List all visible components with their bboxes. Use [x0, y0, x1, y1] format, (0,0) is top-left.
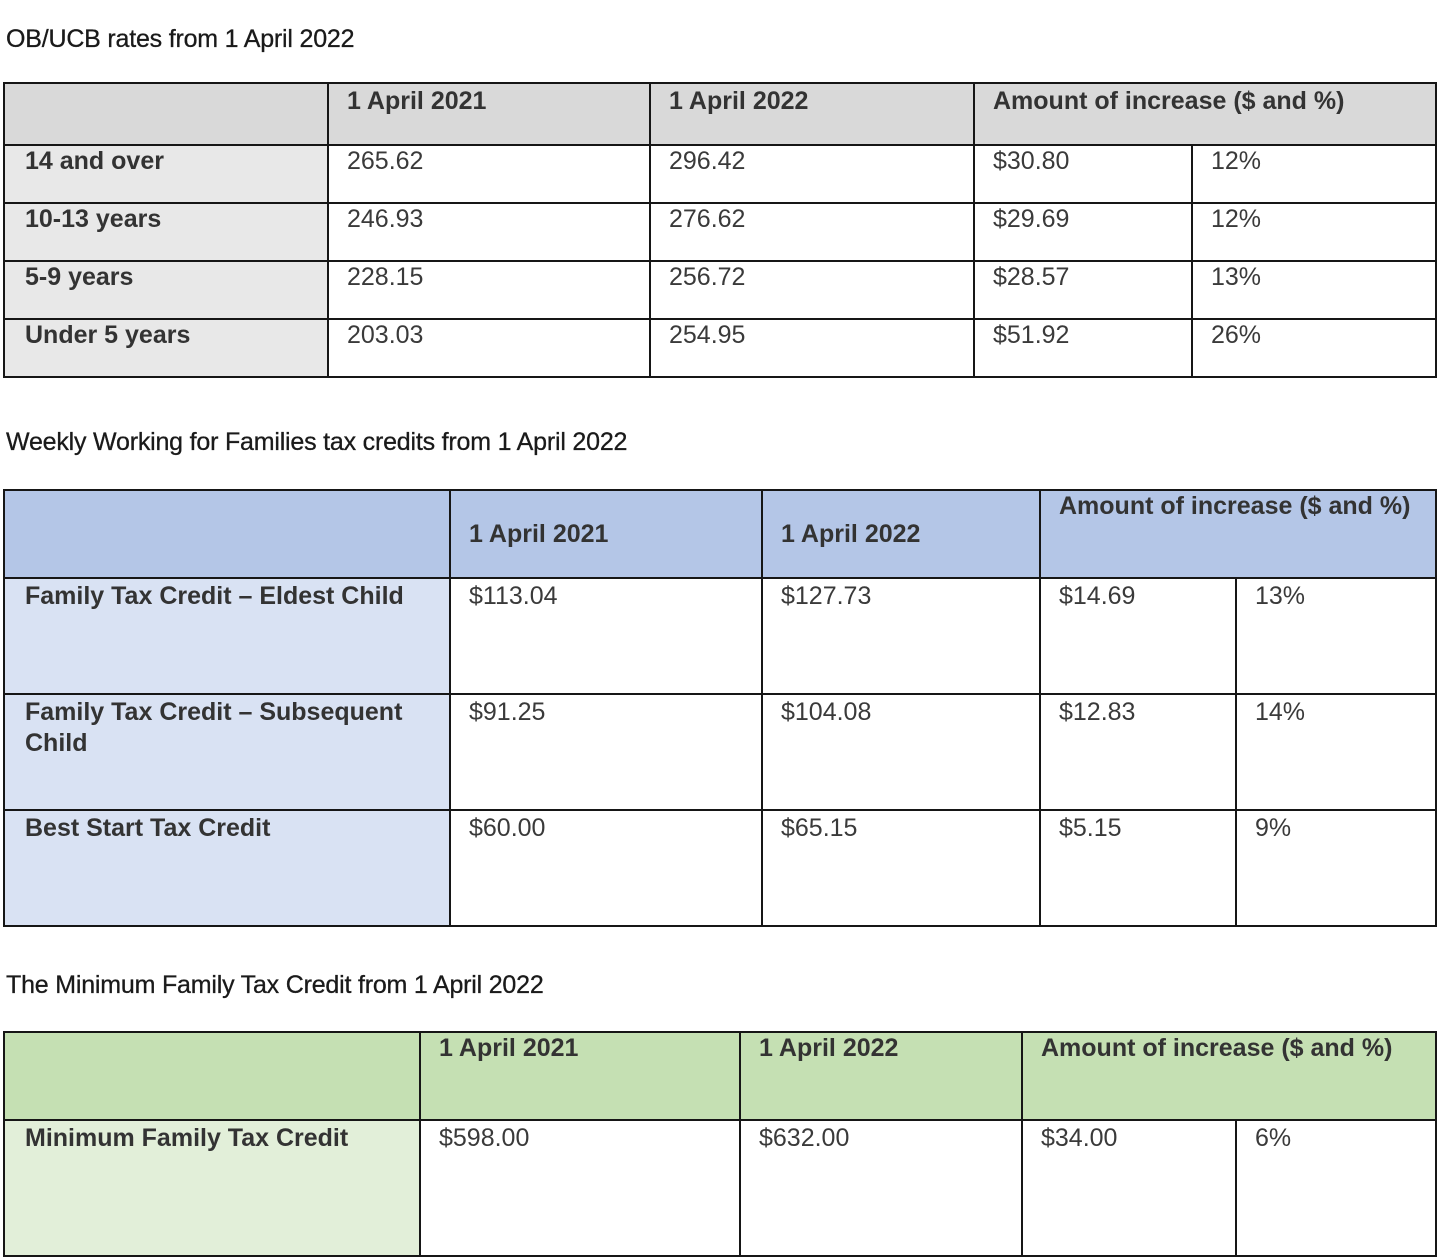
- table-header-row: [4, 1032, 1436, 1120]
- row-label: Under 5 years: [4, 319, 328, 377]
- header-empty: [4, 83, 328, 145]
- rate-2022: $104.08: [762, 694, 1040, 810]
- table-row: [4, 319, 1436, 377]
- row-label: Best Start Tax Credit: [4, 810, 450, 926]
- mftc-heading: The Minimum Family Tax Credit from 1 April 2022: [6, 971, 544, 999]
- rate-2022: 254.95: [650, 319, 974, 377]
- rate-2022: 276.62: [650, 203, 974, 261]
- table-row: [4, 261, 1436, 319]
- ob-ucb-rates-table: [3, 82, 1437, 378]
- table-row: [4, 694, 1436, 810]
- increase-percent: 13%: [1236, 578, 1436, 694]
- increase-amount: $14.69: [1040, 578, 1236, 694]
- increase-percent: 13%: [1192, 261, 1436, 319]
- header-amount-of-increase: Amount of increase ($ and %): [1022, 1032, 1436, 1120]
- rate-2021: $60.00: [450, 810, 762, 926]
- increase-amount: $34.00: [1022, 1120, 1236, 1256]
- row-label: 14 and over: [4, 145, 328, 203]
- increase-percent: 12%: [1192, 203, 1436, 261]
- rate-2022: $632.00: [740, 1120, 1022, 1256]
- wff-tax-credits-table: [3, 489, 1437, 927]
- rate-2021: $113.04: [450, 578, 762, 694]
- increase-amount: $51.92: [974, 319, 1192, 377]
- table-header-row: [4, 83, 1436, 145]
- table-row: [4, 203, 1436, 261]
- row-label: Minimum Family Tax Credit: [4, 1120, 420, 1256]
- header-empty: [4, 490, 450, 578]
- table-row: [4, 810, 1436, 926]
- rate-2021: 246.93: [328, 203, 650, 261]
- increase-percent: 6%: [1236, 1120, 1436, 1256]
- wff-heading: Weekly Working for Families tax credits from 1 April 2022: [6, 428, 628, 456]
- increase-percent: 26%: [1192, 319, 1436, 377]
- header-1-april-2022: 1 April 2022: [740, 1032, 1022, 1120]
- increase-percent: 14%: [1236, 694, 1436, 810]
- row-label: Family Tax Credit – Eldest Child: [4, 578, 450, 694]
- rate-2021: $598.00: [420, 1120, 740, 1256]
- header-amount-of-increase: Amount of increase ($ and %): [974, 83, 1436, 145]
- increase-amount: $28.57: [974, 261, 1192, 319]
- rate-2021: $91.25: [450, 694, 762, 810]
- increase-amount: $12.83: [1040, 694, 1236, 810]
- rate-2022: 256.72: [650, 261, 974, 319]
- increase-amount: $5.15: [1040, 810, 1236, 926]
- header-1-april-2022: 1 April 2022: [762, 490, 1040, 578]
- header-amount-of-increase: Amount of increase ($ and %): [1040, 490, 1436, 578]
- header-1-april-2021: 1 April 2021: [420, 1032, 740, 1120]
- increase-amount: $29.69: [974, 203, 1192, 261]
- table-row: [4, 1120, 1436, 1256]
- rate-2022: $127.73: [762, 578, 1040, 694]
- header-1-april-2021: 1 April 2021: [328, 83, 650, 145]
- row-label: Family Tax Credit – Subsequent Child: [4, 694, 450, 810]
- rate-2021: 265.62: [328, 145, 650, 203]
- rate-2022: $65.15: [762, 810, 1040, 926]
- rate-2021: 228.15: [328, 261, 650, 319]
- increase-percent: 9%: [1236, 810, 1436, 926]
- table-row: [4, 578, 1436, 694]
- table-row: [4, 145, 1436, 203]
- table-header-row: [4, 490, 1436, 578]
- rate-2022: 296.42: [650, 145, 974, 203]
- mftc-table: [3, 1031, 1437, 1257]
- header-1-april-2021: 1 April 2021: [450, 490, 762, 578]
- ob-ucb-heading: OB/UCB rates from 1 April 2022: [6, 25, 355, 53]
- increase-percent: 12%: [1192, 145, 1436, 203]
- row-label: 10-13 years: [4, 203, 328, 261]
- increase-amount: $30.80: [974, 145, 1192, 203]
- rate-2021: 203.03: [328, 319, 650, 377]
- header-1-april-2022: 1 April 2022: [650, 83, 974, 145]
- row-label: 5-9 years: [4, 261, 328, 319]
- header-empty: [4, 1032, 420, 1120]
